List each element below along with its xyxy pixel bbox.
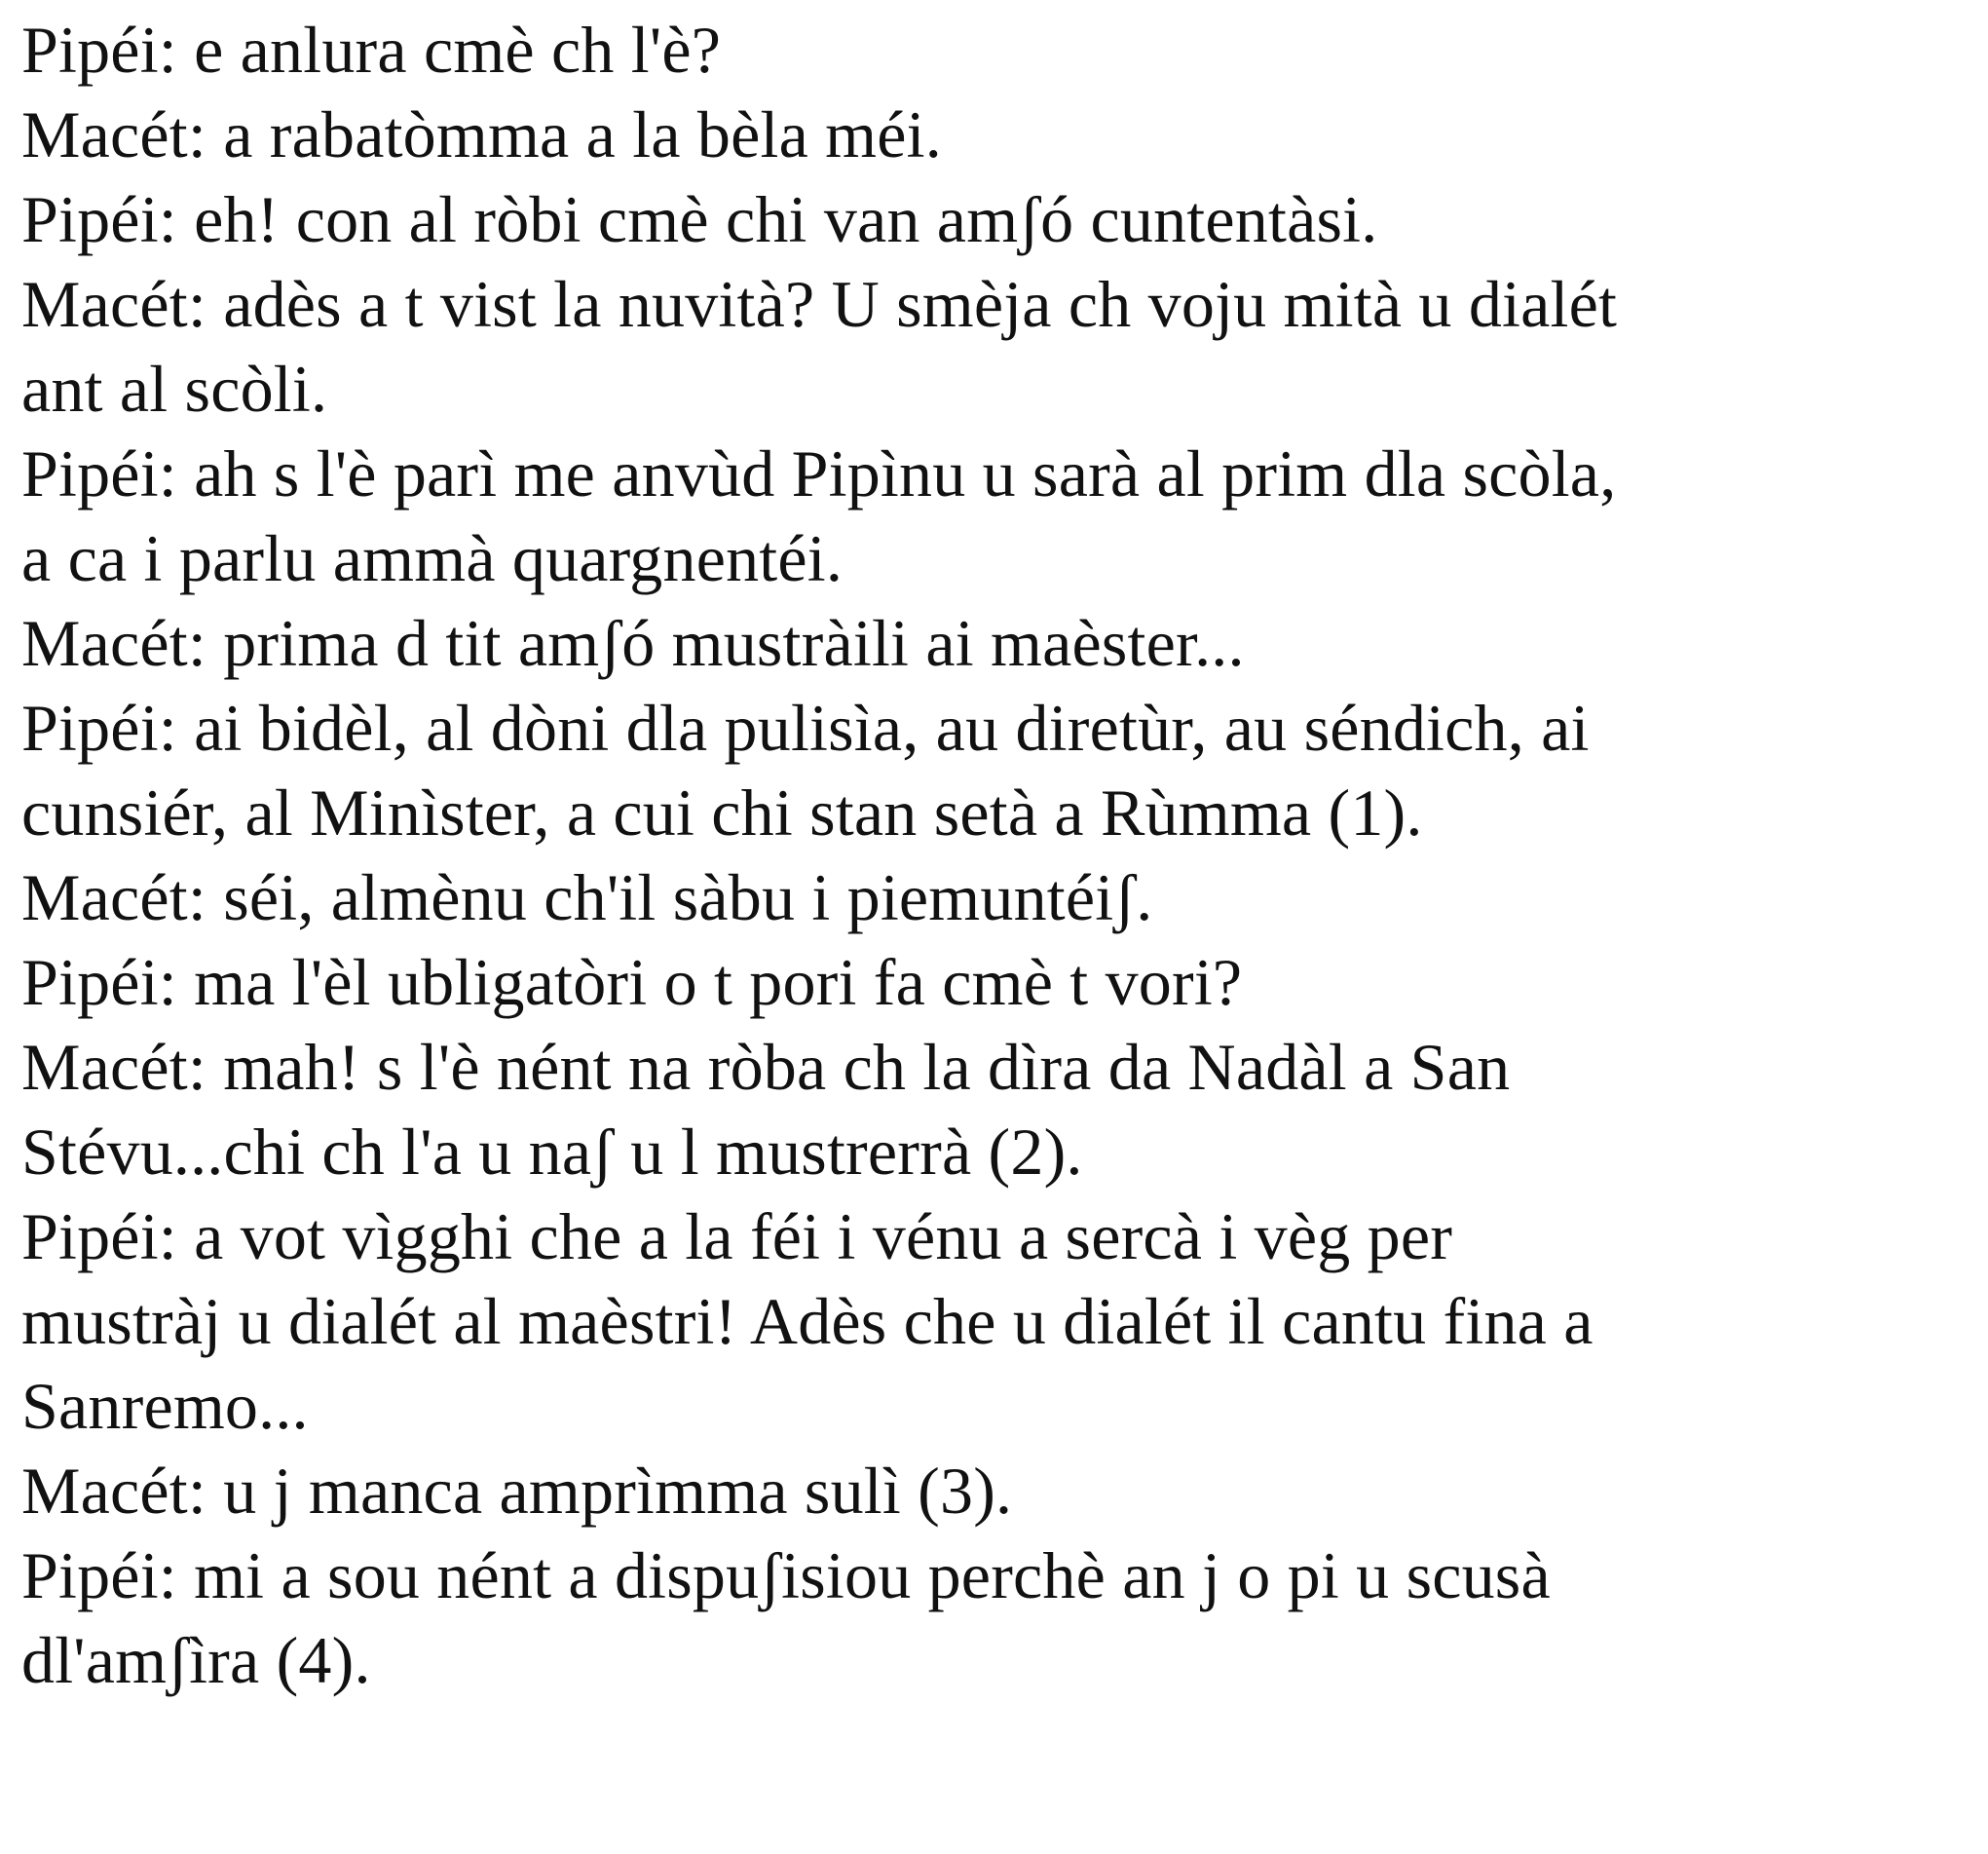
text-line: Macét: a rabatòmma a la bèla méi. xyxy=(21,97,942,171)
text-line: Pipéi: eh! con al ròbi cmè chi van amʃó cuntentàsi. xyxy=(21,182,1378,256)
text-line: dl'amʃìra (4). xyxy=(21,1623,371,1697)
text-line: cunsiér, al Minìster, a cui chi stan setà a Rùmma (1). xyxy=(21,776,1423,850)
text-line: ant al scòli. xyxy=(21,352,328,426)
text-line: Macét: mah! s l'è nént na ròba ch la dìra da Nadàl a San xyxy=(21,1030,1511,1104)
text-line: Macét: séi, almènu ch'il sàbu i piemuntéiʃ. xyxy=(21,860,1153,934)
text-line: Macét: adès a t vist la nuvità? U smèja ch voju mità u dialét xyxy=(21,267,1618,341)
text-line: Sanremo... xyxy=(21,1369,309,1443)
text-line: Pipéi: ma l'èl ubligatòri o t pori fa cmè t vori? xyxy=(21,945,1243,1019)
text-line: Pipéi: ai bidèl, al dòni dla pulisìa, au diretùr, au séndich, ai xyxy=(21,691,1590,765)
text-line: mustràj u dialét al maèstri! Adès che u dialét il cantu fina a xyxy=(21,1284,1594,1358)
text-line: Pipéi: mi a sou nént a dispuʃisiou perchè an j o pi u scusà xyxy=(21,1538,1551,1612)
text-line: Macét: prima d tit amʃó mustràili ai maèster... xyxy=(21,606,1245,680)
dialogue-text-block xyxy=(21,8,1979,1703)
text-line: a ca i parlu ammà quargnentéi. xyxy=(21,521,844,595)
text-line: Macét: u j manca amprìmma sulì (3). xyxy=(21,1454,1013,1528)
text-line: Pipéi: a vot vìgghi che a la féi i vénu a sercà i vèg per xyxy=(21,1199,1453,1273)
text-line: Pipéi: e anlura cmè ch l'è? xyxy=(21,13,722,87)
text-line: Pipéi: ah s l'è parì me anvùd Pipìnu u sarà al prim dla scòla, xyxy=(21,436,1617,511)
text-line: Stévu...chi ch l'a u naʃ u l mustrerrà (2). xyxy=(21,1115,1083,1189)
